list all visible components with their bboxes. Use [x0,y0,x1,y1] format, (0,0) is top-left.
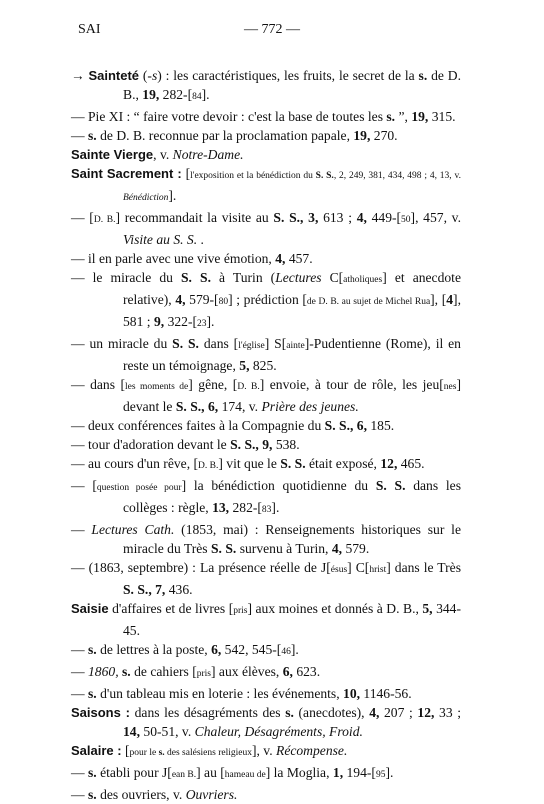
entry-text: 9, [153,314,165,329]
entry-text: Salaire : [71,743,122,758]
entry-text: l'exposition et la bénédiction du [190,171,316,181]
entry-text: 282-[ [229,500,262,515]
entry-text: de lettres à la poste, [96,642,212,657]
entry-text: 5, [239,358,250,373]
entry-text: 5, [422,601,433,616]
entry-text: , 2, 249, 381, 434, 498 ; 4, 13, v. [333,171,461,181]
entry-text: 542, 545-[ [221,642,282,657]
entry-text: les moments de [125,382,189,392]
entry-text: ] aux moines et donnés à D. B., [247,601,423,616]
entry-text: Récompense. [276,743,348,758]
entry-text: ] au [ [196,765,225,780]
entry-text: 315. [428,109,456,124]
entry-text: ], 457, v. [410,210,461,225]
entry-text: D. B. [93,215,116,225]
entry-text: C[ [321,270,344,285]
entry-text: (- [139,68,152,83]
entry-text: de D. B. au sujet de Michel Rua [306,297,431,307]
index-entry [71,107,461,126]
index-entry [71,662,461,684]
entry-text: — au cours d'un rêve, [ [71,456,199,471]
entry-text: 13, [212,500,230,515]
entry-text: ] la bénédiction quotidienne du [181,478,376,493]
entry-text: à Turin ( [210,270,276,285]
entry-text: pris [196,669,211,679]
entry-text: ] et anecdote relative), [123,270,461,307]
entry-text: 3, [308,210,319,225]
entry-text: Sainte Vierge [71,147,154,162]
index-entry [71,520,461,558]
entry-text: S. S. [181,270,211,285]
entry-text: — [71,765,88,780]
entry-text: s. [88,128,97,143]
entry-text: s. [285,705,294,720]
entry-text: des ouvriers, v. [96,787,186,802]
entry-text: 344-45. [123,601,461,638]
entry-text: s. [158,748,165,758]
index-entry [71,164,461,208]
entry-text: 4, [331,541,343,556]
entry-text: 4, [369,705,380,720]
index-entry [71,145,461,164]
entry-text: dans les désagréments des [130,705,286,720]
entry-text: — [71,522,92,537]
entry-text: 579-[ [185,292,219,307]
entry-text: (anecdotes), [293,705,370,720]
entry-text: S. S. [172,336,199,351]
entry-text: , v. [153,147,173,162]
index-entry [71,334,461,375]
entry-text: 1146-56. [360,686,412,701]
entry-text: — [71,642,88,657]
running-head-left: SAI [78,22,101,37]
entry-text: 185. [366,418,395,433]
entry-text: — [ [71,210,94,225]
entry-text: ] recommandait la visite au [115,210,274,225]
index-entry [71,785,461,804]
entry-text: 50 [401,215,411,225]
entry-text: s. [88,642,97,657]
entry-text: pris [233,606,248,616]
entry-text: 80 [218,297,229,307]
index-entry [71,741,461,763]
entry-text: ean B. [171,770,197,780]
index-entry [71,558,461,599]
entry-text: S. S., [175,399,205,414]
index-entry [71,435,461,454]
entry-text: — [71,787,88,802]
entry-text: D. B. [198,461,219,471]
entry-text: ] vit que le [218,456,281,471]
index-entry [71,454,461,476]
entry-text: des salésiens religieux [164,748,252,758]
entry-text: Saint Sacrement : [71,166,182,181]
entry-text: 14, [123,724,140,739]
entry-text: ] gêne, [ [188,377,238,392]
entry-text: 207 ; [379,705,418,720]
entry-text: 7, [155,582,166,597]
entry-text: 4, [275,251,286,266]
entry-text: 19, [353,128,371,143]
entry-text: l'église [238,341,265,351]
entry-text: ésus [330,565,348,575]
index-entry [71,66,461,107]
entry-text: ] devant le [123,377,461,414]
entry-text: 6, [211,642,222,657]
entry-text: s. [88,787,97,802]
entry-text: 322-[ [164,314,198,329]
entry-text: ]. [206,314,215,329]
index-entry [71,599,461,640]
entry-text: S. S., [324,418,354,433]
entry-text: — [71,664,88,679]
entry-text: 50-51, v. [140,724,195,739]
entry-text: 9, [262,437,273,452]
entry-text: 19, [411,109,429,124]
entry-text: survenu à Turin, [236,541,332,556]
entry-text: S. S. [210,541,237,556]
entry-text: — [71,128,88,143]
entry-text: ]-Pudentienne (Rome), il en reste un témoignage, [123,336,461,373]
index-entry [71,640,461,662]
entry-text: ]. [201,87,210,102]
entry-text: atholiques [343,275,383,285]
entry-text: 12, [417,705,435,720]
entry-text: S. S. [375,478,406,493]
entry-text: Ouvriers. [185,787,238,802]
entry-text: 33 ; [434,705,462,720]
entry-text: s. [386,109,396,124]
entry-text: s. [88,765,97,780]
index-entry [71,703,461,741]
entry-text: ] S[ [264,336,287,351]
entry-text: — Pie XI : “ faire votre devoir : c'est la base de toutes les [71,109,387,124]
index-entry [71,476,461,520]
entry-text: s. [122,664,131,679]
index-entry [71,763,461,785]
index-entry [71,249,461,268]
entry-text: — tour d'adoration devant le [71,437,231,452]
entry-text: → [71,68,89,83]
entry-text: — un miracle du [71,336,173,351]
entry-text: — deux conférences faites à la Compagnie du [71,418,325,433]
entry-text: — le miracle du [71,270,181,285]
entry-text: 84 [192,92,202,102]
entry-text: D. B. [237,382,260,392]
entry-text: 83 [261,505,272,515]
entry-text: 270. [370,128,398,143]
entry-text: [ [181,166,191,181]
index-entries [71,66,461,804]
entry-text: question posée pour [96,483,182,493]
entry-text: d'affaires et de livres [ [108,601,234,616]
entry-text: de D. B. reconnue par la proclamation papale, [96,128,354,143]
entry-text: — dans [ [71,377,125,392]
entry-text: ) : les caractéristiques, les fruits, le secret de la [157,68,419,83]
index-entry [71,268,461,334]
entry-text: pour le [129,748,159,758]
entry-text: ] dans le Très [386,560,461,575]
entry-text: était exposé, [305,456,381,471]
entry-text: 23 [197,319,207,329]
entry-text: 6, [356,418,367,433]
entry-text: s [151,68,158,83]
entry-text: s. [88,686,97,701]
entry-text: dans les collèges : règle, [123,478,461,515]
entry-text: — [71,686,88,701]
entry-text: 579. [342,541,370,556]
entry-text: 1, [332,765,344,780]
entry-text: (1853, mai) : Renseignements historiques sur le miracle du Très [123,522,461,556]
entry-text: Bénédiction [123,193,169,203]
entry-text: Visite au S. S. [123,232,198,247]
entry-text: Chaleur, Désagréments, Froid. [194,724,363,739]
entry-text: hrist [369,565,387,575]
entry-text: Saisie [71,601,109,616]
entry-text: 95 [375,770,386,780]
entry-text: 282-[ [159,87,193,102]
entry-text: ]. [271,500,280,515]
entry-text: Lectures [275,270,322,285]
entry-text: — il en parle avec une vive émotion, [71,251,276,266]
entry-text: 825. [249,358,277,373]
entry-text: dans [ [198,336,239,351]
index-entry [71,375,461,416]
entry-text: S. S., [123,582,152,597]
index-entry [71,416,461,435]
entry-text: 4, [356,210,367,225]
entry-text: S. S., [273,210,304,225]
entry-text: Prière des jeunes. [261,399,359,414]
entry-text: 19, [142,87,160,102]
entry-text: ] envoie, à tour de rôle, les jeu[ [259,377,444,392]
entry-text: 457. [285,251,313,266]
entry-text: ] la Moglia, [265,765,333,780]
entry-text: 449-[ [366,210,402,225]
entry-text: — (1863, septembre) : La présence réelle de J[ [71,560,331,575]
entry-text: 538. [272,437,300,452]
entry-text: ]. [168,188,177,203]
entry-text: ], [ [430,292,447,307]
page-number: — 772 — [244,22,300,37]
entry-text: Lectures Cath. [91,522,175,537]
entry-text: — [ [71,478,97,493]
entry-text: ]. [385,765,394,780]
entry-text: . [197,232,204,247]
index-entry [71,684,461,703]
entry-text: ], v. [251,743,277,758]
entry-text: 174, v. [218,399,262,414]
entry-text: 465. [397,456,425,471]
entry-text: [ [121,743,130,758]
entry-text: hameau de [224,770,266,780]
entry-text: Notre-Dame. [172,147,244,162]
index-entry [71,208,461,249]
entry-text: d'un tableau mis en loterie : les événements, [96,686,344,701]
entry-text: ] aux élèves, [211,664,283,679]
index-entry [71,126,461,145]
entry-text: S. S. [280,456,306,471]
entry-text: ] ; prédiction [ [228,292,307,307]
entry-text: établi pour J[ [96,765,172,780]
entry-text: ], 581 ; [123,292,461,329]
entry-text: ainte [286,341,305,351]
entry-text: 1860, [88,664,119,679]
entry-text: ]. [290,642,299,657]
entry-text: Sainteté [88,68,140,83]
entry-text: 6, [207,399,219,414]
entry-text: nes [443,382,457,392]
entry-text: 46 [281,647,291,657]
entry-text: de D. B., [123,68,461,102]
entry-text: 436. [165,582,193,597]
entry-text: S. S., [230,437,259,452]
entry-text: 613 ; [318,210,357,225]
entry-text: 10, [343,686,361,701]
entry-text: ] C[ [347,560,370,575]
entry-text: ”, [395,109,412,124]
entry-text: de cahiers [ [130,664,197,679]
entry-text: 12, [380,456,398,471]
entry-text: s. [418,68,428,83]
entry-text: 4 [446,292,454,307]
entry-text: S. S. [315,171,334,181]
entry-text: 194-[ [343,765,376,780]
entry-text: 623. [292,664,321,679]
entry-text: 4, [175,292,186,307]
entry-text: 6, [282,664,293,679]
entry-text: Saisons : [71,705,131,720]
